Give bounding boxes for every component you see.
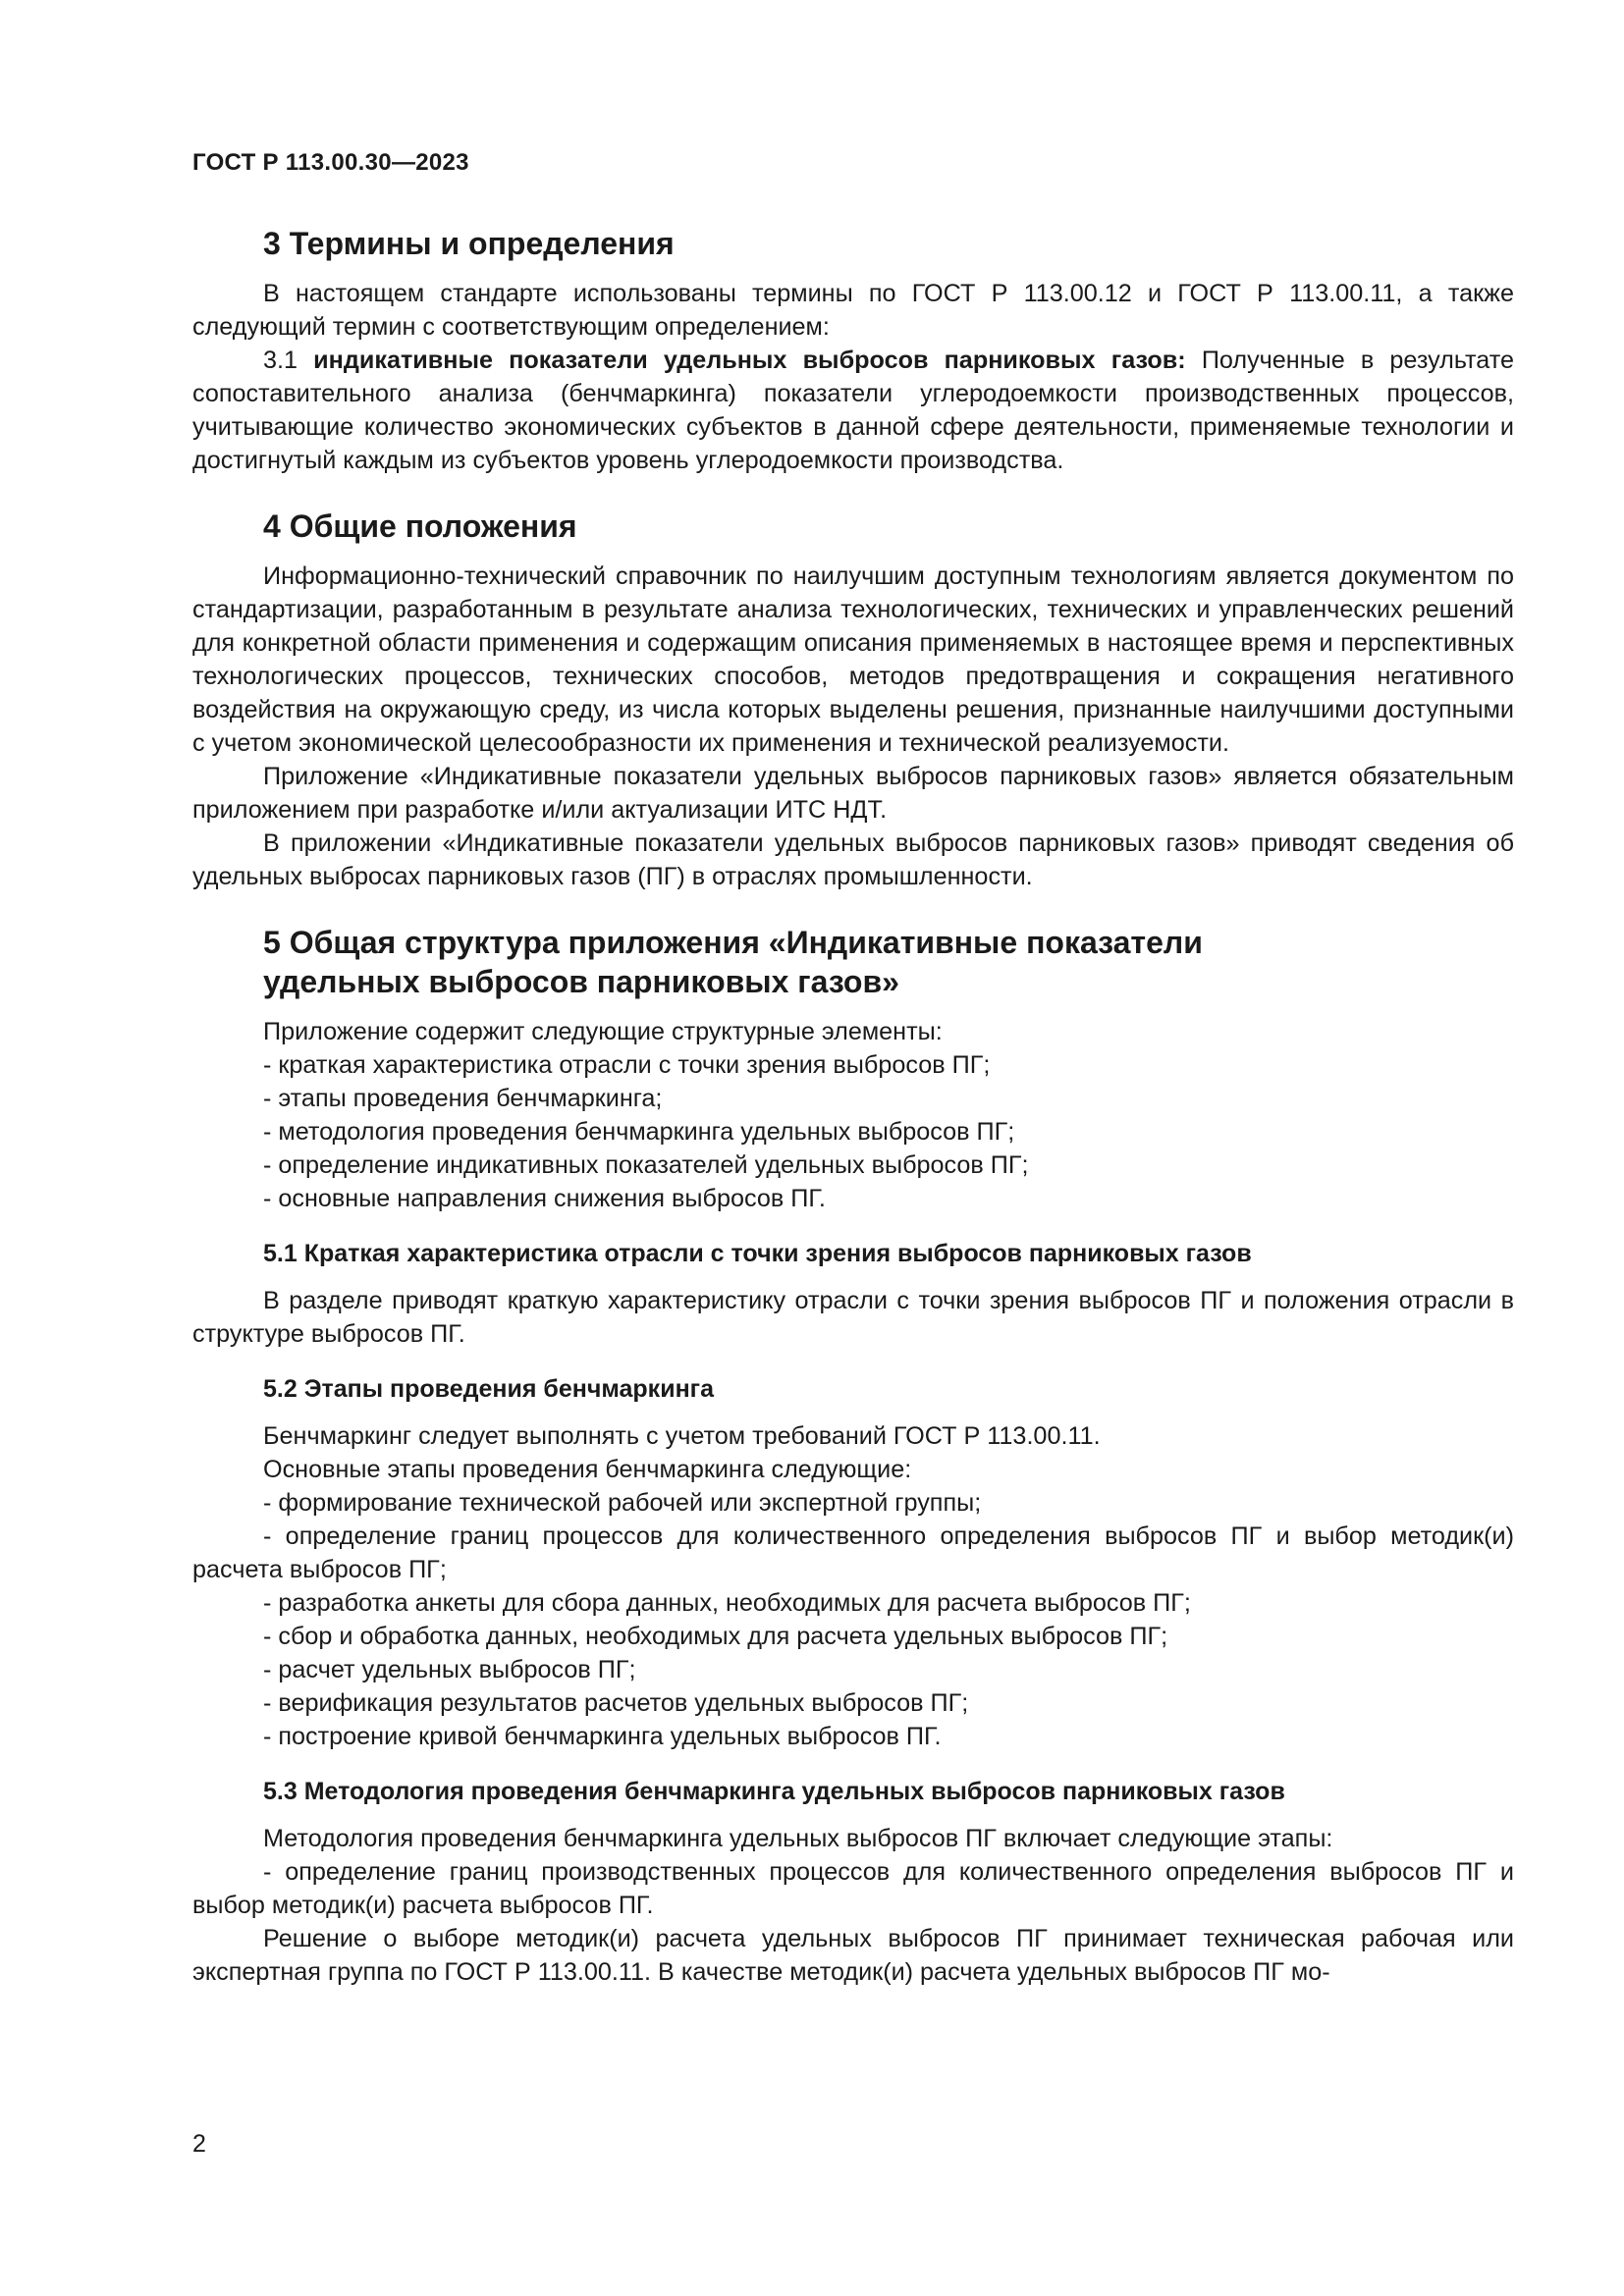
list-item: - этапы проведения бенчмаркинга; xyxy=(263,1085,663,1112)
section-5-intro: Приложение содержит следующие структурные элементы: xyxy=(263,1018,943,1045)
term-name: индикативные показатели удельных выбросов парниковых газов: xyxy=(313,347,1186,374)
section-5-1-heading: 5.1 Краткая характеристика отрасли с точки зрения выбросов парниковых газов xyxy=(263,1240,1252,1267)
term-number: 3.1 xyxy=(263,347,314,374)
section-5-heading-line-2: удельных выбросов парниковых газов» xyxy=(263,964,899,999)
section-5-heading-line-1: 5 Общая структура приложения «Индикативные показатели xyxy=(263,925,1203,960)
section-5-2-heading: 5.2 Этапы проведения бенчмаркинга xyxy=(263,1375,714,1403)
section-4-paragraph-2: Приложение «Индикативные показатели удельных выбросов парниковых газов» является обязательным приложением при разработке и/или актуализации ИТС НДТ. xyxy=(192,763,1514,824)
list-item: - расчет удельных выбросов ПГ; xyxy=(263,1656,636,1683)
list-item: - краткая характеристика отрасли с точки зрения выбросов ПГ; xyxy=(263,1051,991,1079)
document-body xyxy=(192,224,1514,1989)
term-3-1 xyxy=(192,344,1514,477)
section-5-1-paragraph: В разделе приводят краткую характеристику отрасли с точки зрения выбросов ПГ и положения отрасли в структуре выбросов ПГ. xyxy=(192,1287,1514,1348)
list-item: - разработка анкеты для сбора данных, необходимых для расчета выбросов ПГ; xyxy=(263,1589,1191,1617)
section-5-3-heading: 5.3 Методология проведения бенчмаркинга удельных выбросов парниковых газов xyxy=(263,1778,1285,1805)
list-item: - определение границ процессов для количественного определения выбросов ПГ и выбор методик(и) расчета выбросов ПГ; xyxy=(192,1522,1514,1583)
section-3-intro: В настоящем стандарте использованы термины по ГОСТ Р 113.00.12 и ГОСТ Р 113.00.11, а также следующий термин с соответствующим определением: xyxy=(192,280,1514,341)
list-item: - основные направления снижения выбросов ПГ. xyxy=(263,1185,826,1212)
section-5-2-paragraph-1: Бенчмаркинг следует выполнять с учетом требований ГОСТ Р 113.00.11. xyxy=(263,1422,1101,1450)
section-4-paragraph-1: Информационно-технический справочник по наилучшим доступным технологиям является документом по стандартизации, разработанным в результате анализа технологических, технических и управленческих решений для конкретной области применения и содержащим описания применяемых в настоящее время и перспективных технологических процессов, технических способов, методов предотвращения и сокращения негативного воздействия на окружающую среду, из числа которых выделены решения, признанные наилучшими доступными с учетом экономической целесообразности их применения и технической реализуемости. xyxy=(192,562,1514,757)
document-header: ГОСТ Р 113.00.30—2023 xyxy=(192,149,469,176)
section-3-heading: 3 Термины и определения xyxy=(263,226,675,261)
list-item: - верификация результатов расчетов удельных выбросов ПГ; xyxy=(263,1689,969,1717)
list-item: - формирование технической рабочей или экспертной группы; xyxy=(263,1489,982,1517)
list-item: - построение кривой бенчмаркинга удельных выбросов ПГ. xyxy=(263,1723,942,1750)
section-4-paragraph-3: В приложении «Индикативные показатели удельных выбросов парниковых газов» приводят сведения об удельных выбросах парниковых газов (ПГ) в отраслях промышленности. xyxy=(192,829,1514,890)
section-5-3-paragraph-1: Методология проведения бенчмаркинга удельных выбросов ПГ включает следующие этапы: xyxy=(263,1825,1333,1852)
list-item: - сбор и обработка данных, необходимых для расчета удельных выбросов ПГ; xyxy=(263,1623,1168,1650)
list-item: - определение границ производственных процессов для количественного определения выбросов ПГ и выбор методик(и) расчета выбросов ПГ. xyxy=(192,1858,1514,1919)
list-item: - методология проведения бенчмаркинга удельных выбросов ПГ; xyxy=(263,1118,1015,1146)
list-item: - определение индикативных показателей удельных выбросов ПГ; xyxy=(263,1151,1029,1179)
section-5-heading xyxy=(192,923,1514,1001)
section-4-heading: 4 Общие положения xyxy=(263,508,577,544)
page-number: 2 xyxy=(192,2130,206,2158)
term-definition: Полученные в результате сопоставительного анализа (бенчмаркинга) показатели углеродоемкости производственных процессов, учитывающие количество экономических субъектов в данной сфере деятельности, применяемые технологии и достигнутый каждым из субъектов уровень углеродоемкости производства. xyxy=(192,347,1514,474)
section-5-2-paragraph-2: Основные этапы проведения бенчмаркинга следующие: xyxy=(263,1456,912,1483)
section-5-3-paragraph-2: Решение о выборе методик(и) расчета удельных выбросов ПГ принимает техническая рабочая или экспертная группа по ГОСТ Р 113.00.11. В качестве методик(и) расчета удельных выбросов ПГ мо- xyxy=(192,1925,1514,1986)
